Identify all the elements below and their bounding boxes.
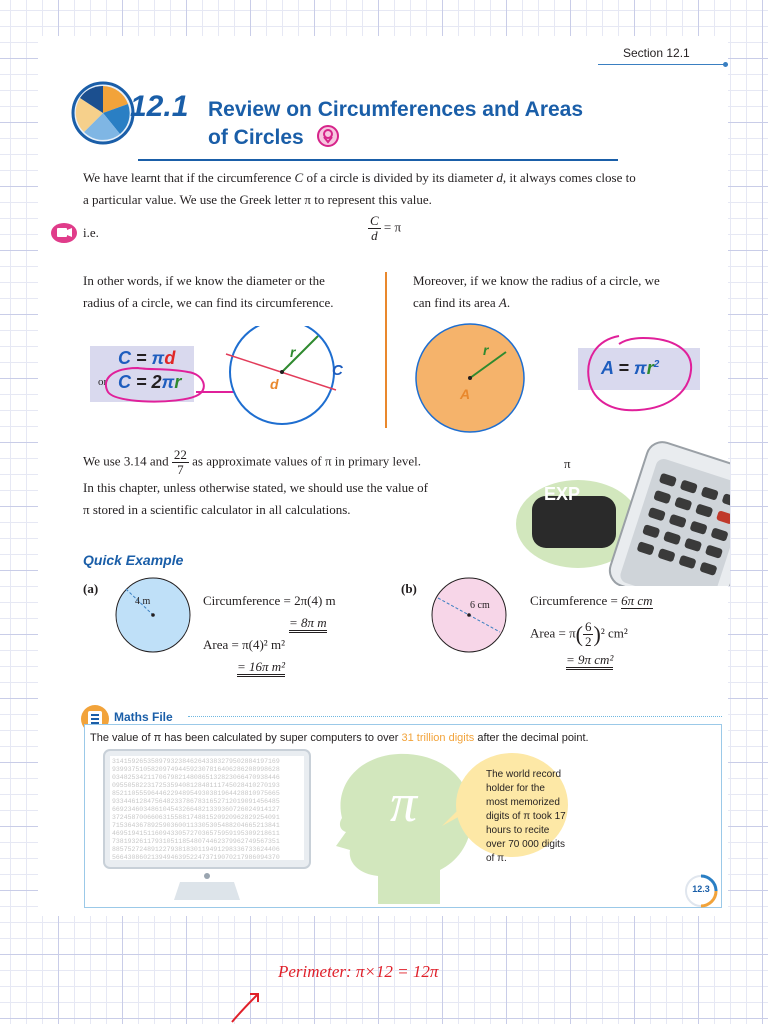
example-b-circle — [430, 576, 510, 656]
area-circle-diagram — [414, 322, 528, 436]
right-column-text: Moreover, if we know the radius of a circle, we can find its area A. — [413, 273, 660, 310]
location-pin-icon[interactable] — [316, 124, 340, 148]
quick-example-title: Quick Example — [83, 552, 184, 568]
textbook-page — [38, 36, 728, 916]
formula-c-2-pi-r: C = 2πr — [118, 372, 182, 392]
ie-label: i.e. — [83, 225, 99, 240]
title-line-2: of Circles — [208, 124, 583, 152]
approx-paragraph: We use 3.14 and $\frac{22}{7}$ as approximate values of π in primary level. In this chapter, unless otherwise stated, we should use the value of π stored in a scientific calculator in all calculations. — [83, 447, 428, 517]
example-a-working: Circumference = 2π(4) m = 8π m Area = π(4)² m² = 16π m² — [203, 590, 403, 678]
left-column-text: In other words, if we know the diameter or the radius of a circle, we can find its circumference. — [83, 273, 334, 310]
example-b-label: (b) — [401, 581, 417, 596]
title-underline — [138, 159, 618, 161]
label-A: A — [460, 386, 471, 402]
intro-paragraph: We have learnt that if the circumference C of a circle is divided by its diameter d, it always comes close to a particular value. We use the Greek letter π to represent this value. — [83, 170, 636, 207]
formula-c-pi-d: C = πd — [118, 348, 176, 368]
label-d: d — [270, 376, 279, 392]
bubble-text: The world record holder for the most memorized digits of π took 17 hours to recite over 70 000 digits of π. — [486, 769, 566, 864]
page-title — [208, 96, 583, 152]
maths-file-title: Maths File — [114, 710, 173, 724]
page-number: 12.3 — [692, 884, 710, 894]
maths-file-rule — [188, 716, 722, 717]
example-b-working: Circumference = 6π cm Area = π( $\frac{6}{2}$ )² cm² = 9π cm² — [530, 590, 726, 671]
handwritten-note: Perimeter: π×12 = 12π — [278, 962, 439, 981]
formula-area: $A = \pi r^2$ — [601, 358, 660, 378]
example-b-diameter: 6 cm — [470, 600, 490, 611]
label-r: r — [290, 344, 296, 360]
calculator-illustration — [508, 440, 730, 586]
video-icon[interactable] — [50, 222, 78, 244]
formula-or: or — [98, 376, 108, 388]
label-C: C — [332, 362, 343, 379]
pi-symbol: π — [390, 773, 418, 833]
pi-definition: $\frac{C}{d}$ = π — [370, 213, 402, 243]
title-number: 12.1 — [130, 90, 189, 123]
exp-key: EXP — [544, 484, 581, 504]
maths-file-text: The value of π has been calculated by super computers to over 31 trillion digits after the decimal point. — [90, 732, 589, 744]
circumference-circle-diagram — [218, 326, 368, 436]
pi-digits-display: 3141592653589793238462643383279502884197169 9399375105820974944592307816406286208998628 0348253421170679821480865132823066470938446 0955058223172535940812848111745028410270193 8521105559644622948954930381964428810975665 9334461284756482337867831652712019091456485 6692346034861045432664821339360726024914127 3724587006606315588174881520920962829254091 7153643678925903600113305305488204665213841 4695194151160943305727036575959195309218611 7381932611793105118548074462379962749567351 8857527248912279381830119491298336733624406 5664308602139494639522473719070217986094370 — [112, 758, 280, 860]
example-a-label: (a) — [83, 581, 99, 596]
pie-chart-icon — [70, 80, 136, 146]
label-r-area: r — [483, 342, 489, 358]
column-divider — [385, 272, 387, 428]
section-line — [598, 64, 728, 65]
handwritten-arrow — [228, 990, 268, 1024]
pi-key-label: π — [564, 456, 571, 471]
section-label: Section 12.1 — [623, 46, 690, 60]
example-a-circle — [114, 576, 194, 656]
pink-area-annotation — [583, 332, 703, 416]
title-line-1: Review on Circumferences and Areas — [208, 98, 584, 121]
example-a-radius: 4 m — [135, 596, 151, 607]
